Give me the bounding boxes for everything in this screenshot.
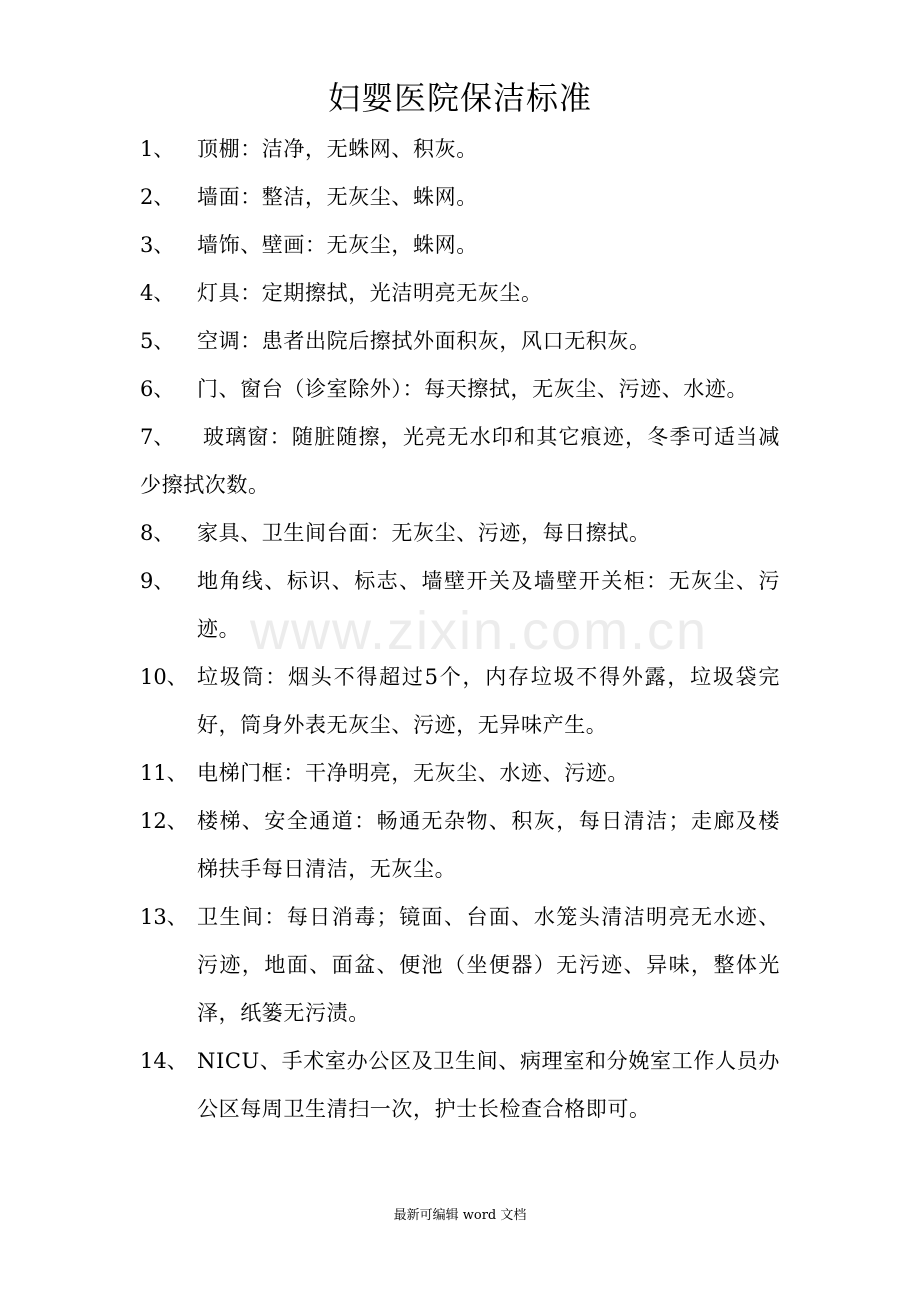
item-text: 玻璃窗：随脏随擦，光亮无水印和其它痕迹，冬季可适当减少擦拭次数。 [140, 425, 780, 497]
item-text: 顶棚：洁净，无蛛网、积灰。 [197, 137, 478, 161]
item-number: 5、 [140, 329, 175, 353]
list-item-12 [140, 797, 780, 893]
list-item-10 [140, 653, 780, 749]
list-item-14 [140, 1037, 780, 1133]
list-item-7 [140, 413, 780, 509]
item-number: 11、 [140, 761, 188, 785]
item-text: 门、窗台（诊室除外）：每天擦拭，无灰尘、污迹、水迹。 [197, 377, 749, 401]
item-text: 空调：患者出院后擦拭外面积灰，风口无积灰。 [197, 329, 651, 353]
standards-list [140, 125, 780, 1133]
item-text: NICU、手术室办公区及卫生间、病理室和分娩室工作人员办公区每周卫生清扫一次，护士长检查合格即可。 [197, 1049, 780, 1121]
item-number: 6、 [140, 377, 175, 401]
item-number: 13、 [140, 905, 188, 929]
watermark: www.zixin.com.cn [250, 601, 709, 661]
item-number: 3、 [140, 233, 175, 257]
list-item-11 [140, 749, 780, 797]
item-number: 8、 [140, 521, 175, 545]
item-text: 家具、卫生间台面：无灰尘、污迹，每日擦拭。 [197, 521, 651, 545]
item-text: 电梯门框：干净明亮，无灰尘、水迹、污迹。 [197, 761, 629, 785]
item-number: 14、 [140, 1049, 188, 1073]
item-text: 地角线、标识、标志、墙壁开关及墙壁开关柜：无灰尘、污迹。 [197, 569, 780, 641]
item-number: 4、 [140, 281, 175, 305]
item-number: 7、 [140, 425, 175, 449]
item-text: 卫生间：每日消毒；镜面、台面、水笼头清洁明亮无水迹、污迹，地面、面盆、便池（坐便器）无污迹、异味，整体光泽，纸篓无污渍。 [197, 905, 780, 1025]
item-number: 9、 [140, 569, 175, 593]
item-text: 墙面：整洁，无灰尘、蛛网。 [197, 185, 478, 209]
item-number: 1、 [140, 137, 175, 161]
list-item-5 [140, 317, 780, 365]
item-text: 楼梯、安全通道：畅通无杂物、积灰，每日清洁；走廊及楼梯扶手每日清洁，无灰尘。 [197, 809, 780, 881]
item-number: 2、 [140, 185, 175, 209]
item-text: 墙饰、壁画：无灰尘，蛛网。 [197, 233, 478, 257]
document-title: 妇婴医院保洁标准 [327, 79, 592, 117]
list-item-8 [140, 509, 780, 557]
item-number: 12、 [140, 809, 188, 833]
item-text: 垃圾筒：烟头不得超过5个，内存垃圾不得外露，垃圾袋完好，筒身外表无灰尘、污迹，无异味产生。 [197, 665, 780, 737]
list-item-2 [140, 173, 780, 221]
item-text: 灯具：定期擦拭，光洁明亮无灰尘。 [197, 281, 543, 305]
list-item-6 [140, 365, 780, 413]
list-item-4 [140, 269, 780, 317]
list-item-9 [140, 557, 780, 653]
list-item-1 [140, 125, 780, 173]
list-item-13 [140, 893, 780, 1037]
item-number: 10、 [140, 665, 188, 689]
list-item-3 [140, 221, 780, 269]
page-footer: 最新可编辑 word 文档 [393, 1208, 527, 1223]
